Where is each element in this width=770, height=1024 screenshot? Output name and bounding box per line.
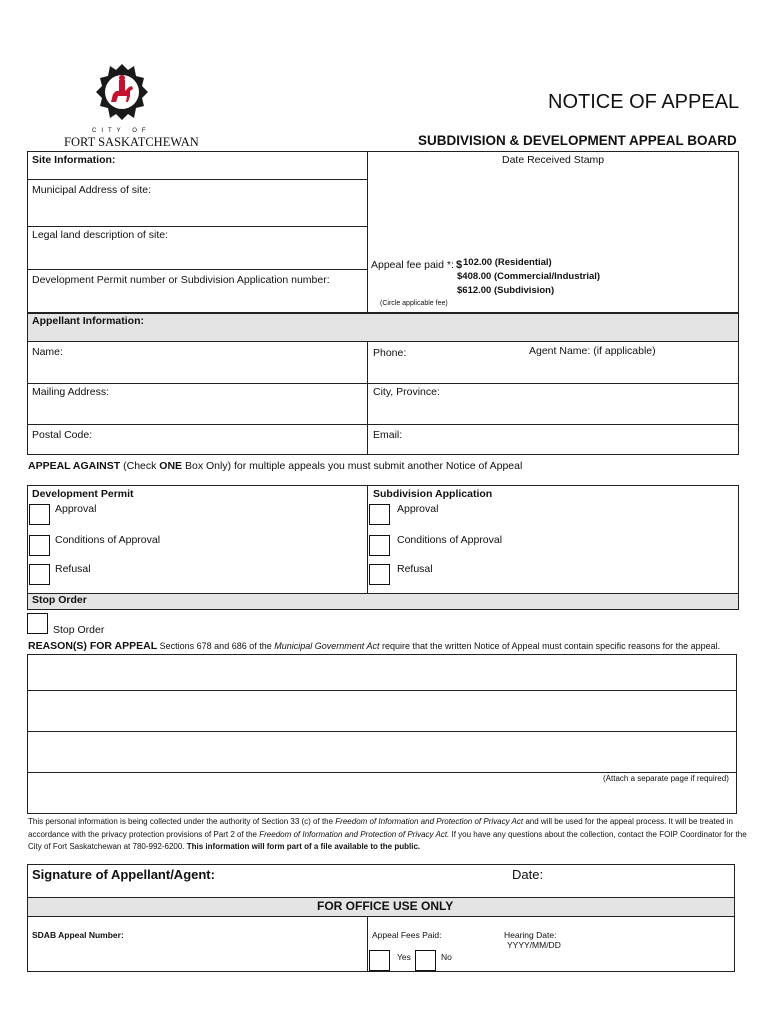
appeal-against-instruction: APPEAL AGAINST (Check ONE Box Only) for multiple appeals you must submit another Notice of Appeal bbox=[28, 460, 523, 472]
reasons-instruction: REASON(S) FOR APPEAL Sections 678 and 686 of the Municipal Government Act require that the written Notice of Appeal must contain specific reasons for the appeal. bbox=[28, 640, 721, 652]
dev-refusal-label: Refusal bbox=[55, 563, 91, 575]
appellant-heading: Appellant Information: bbox=[32, 315, 144, 327]
fees-paid-label: Appeal Fees Paid: bbox=[372, 930, 442, 940]
privacy-notice: This personal information is being collected under the authority of Section 33 (c) of the Freedom of Information and Protection of Privacy Act and will be used for the appeal process. It will be treated in accordance with the privacy protection provisions of Part 2 of the Freedom of Information and Protection of Privacy Act. If you have any questions about the collection, contact the FOIP Coordinator for the City of Fort Saskatchewan at 780-992-6200. This information will form part of a file available to the public. bbox=[28, 817, 747, 851]
fee-note: (Circle applicable fee) bbox=[380, 300, 448, 307]
stop-order-checkbox[interactable] bbox=[27, 613, 48, 634]
reasons-box[interactable] bbox=[27, 654, 737, 814]
sdab-number-field[interactable]: SDAB Appeal Number: bbox=[32, 930, 124, 940]
agent-name-field[interactable]: Agent Name: (if applicable) bbox=[529, 345, 656, 357]
permit-number-field[interactable]: Development Permit number or Subdivision Application number: bbox=[32, 274, 330, 286]
phone-field[interactable]: Phone: bbox=[373, 347, 407, 359]
stop-order-heading: Stop Order bbox=[32, 594, 87, 606]
city-logo bbox=[92, 60, 152, 130]
dev-approval-label: Approval bbox=[55, 503, 97, 515]
signature-date-field[interactable]: Date: bbox=[512, 867, 544, 882]
sub-refusal-checkbox[interactable] bbox=[369, 564, 390, 585]
postal-code-field[interactable]: Postal Code: bbox=[32, 429, 93, 441]
date-stamp-label: Date Received Stamp bbox=[502, 154, 605, 166]
legal-land-field[interactable]: Legal land description of site: bbox=[32, 229, 169, 241]
signature-field[interactable]: Signature of Appellant/Agent: bbox=[32, 867, 215, 882]
fee-label: Appeal fee paid *: bbox=[371, 259, 454, 271]
fee-residential[interactable]: 102.00 (Residential) bbox=[463, 257, 552, 268]
dev-conditions-checkbox[interactable] bbox=[29, 535, 50, 556]
office-use-heading: FOR OFFICE USE ONLY bbox=[317, 899, 454, 913]
sub-approval-label: Approval bbox=[397, 503, 439, 515]
fees-paid-yes-label: Yes bbox=[397, 952, 411, 962]
municipal-address-field[interactable]: Municipal Address of site: bbox=[32, 184, 152, 196]
sub-approval-checkbox[interactable] bbox=[369, 504, 390, 525]
fees-paid-no-label: No bbox=[441, 952, 452, 962]
dev-refusal-checkbox[interactable] bbox=[29, 564, 50, 585]
sub-conditions-checkbox[interactable] bbox=[369, 535, 390, 556]
fee-subdivision[interactable]: $612.00 (Subdivision) bbox=[457, 285, 555, 296]
subdivision-heading: Subdivision Application bbox=[373, 488, 493, 500]
attach-note: (Attach a separate page if required) bbox=[603, 774, 729, 783]
dev-approval-checkbox[interactable] bbox=[29, 504, 50, 525]
stop-order-label: Stop Order bbox=[53, 624, 105, 636]
city-province-field[interactable]: City, Province: bbox=[373, 386, 440, 398]
name-field[interactable]: Name: bbox=[32, 346, 63, 358]
fee-commercial[interactable]: $408.00 (Commercial/Industrial) bbox=[457, 271, 601, 282]
mailing-address-field[interactable]: Mailing Address: bbox=[32, 386, 110, 398]
site-info-heading: Site Information: bbox=[32, 154, 116, 166]
hearing-date-label: Hearing Date: bbox=[504, 930, 557, 940]
hearing-date-format[interactable]: YYYY/MM/DD bbox=[507, 940, 561, 950]
fee-currency: $ bbox=[456, 259, 463, 271]
email-field[interactable]: Email: bbox=[373, 429, 403, 441]
sub-conditions-label: Conditions of Approval bbox=[397, 534, 503, 546]
page-title: NOTICE OF APPEAL bbox=[548, 91, 740, 113]
fees-paid-yes-checkbox[interactable] bbox=[369, 950, 390, 971]
page-subtitle: SUBDIVISION & DEVELOPMENT APPEAL BOARD bbox=[418, 133, 737, 148]
sub-refusal-label: Refusal bbox=[397, 563, 433, 575]
dev-permit-heading: Development Permit bbox=[32, 488, 134, 500]
logo-city-name: FORT SASKATCHEWAN bbox=[64, 135, 199, 149]
logo-city-small: CITY OF bbox=[92, 128, 151, 134]
dev-conditions-label: Conditions of Approval bbox=[55, 534, 161, 546]
fees-paid-no-checkbox[interactable] bbox=[415, 950, 436, 971]
